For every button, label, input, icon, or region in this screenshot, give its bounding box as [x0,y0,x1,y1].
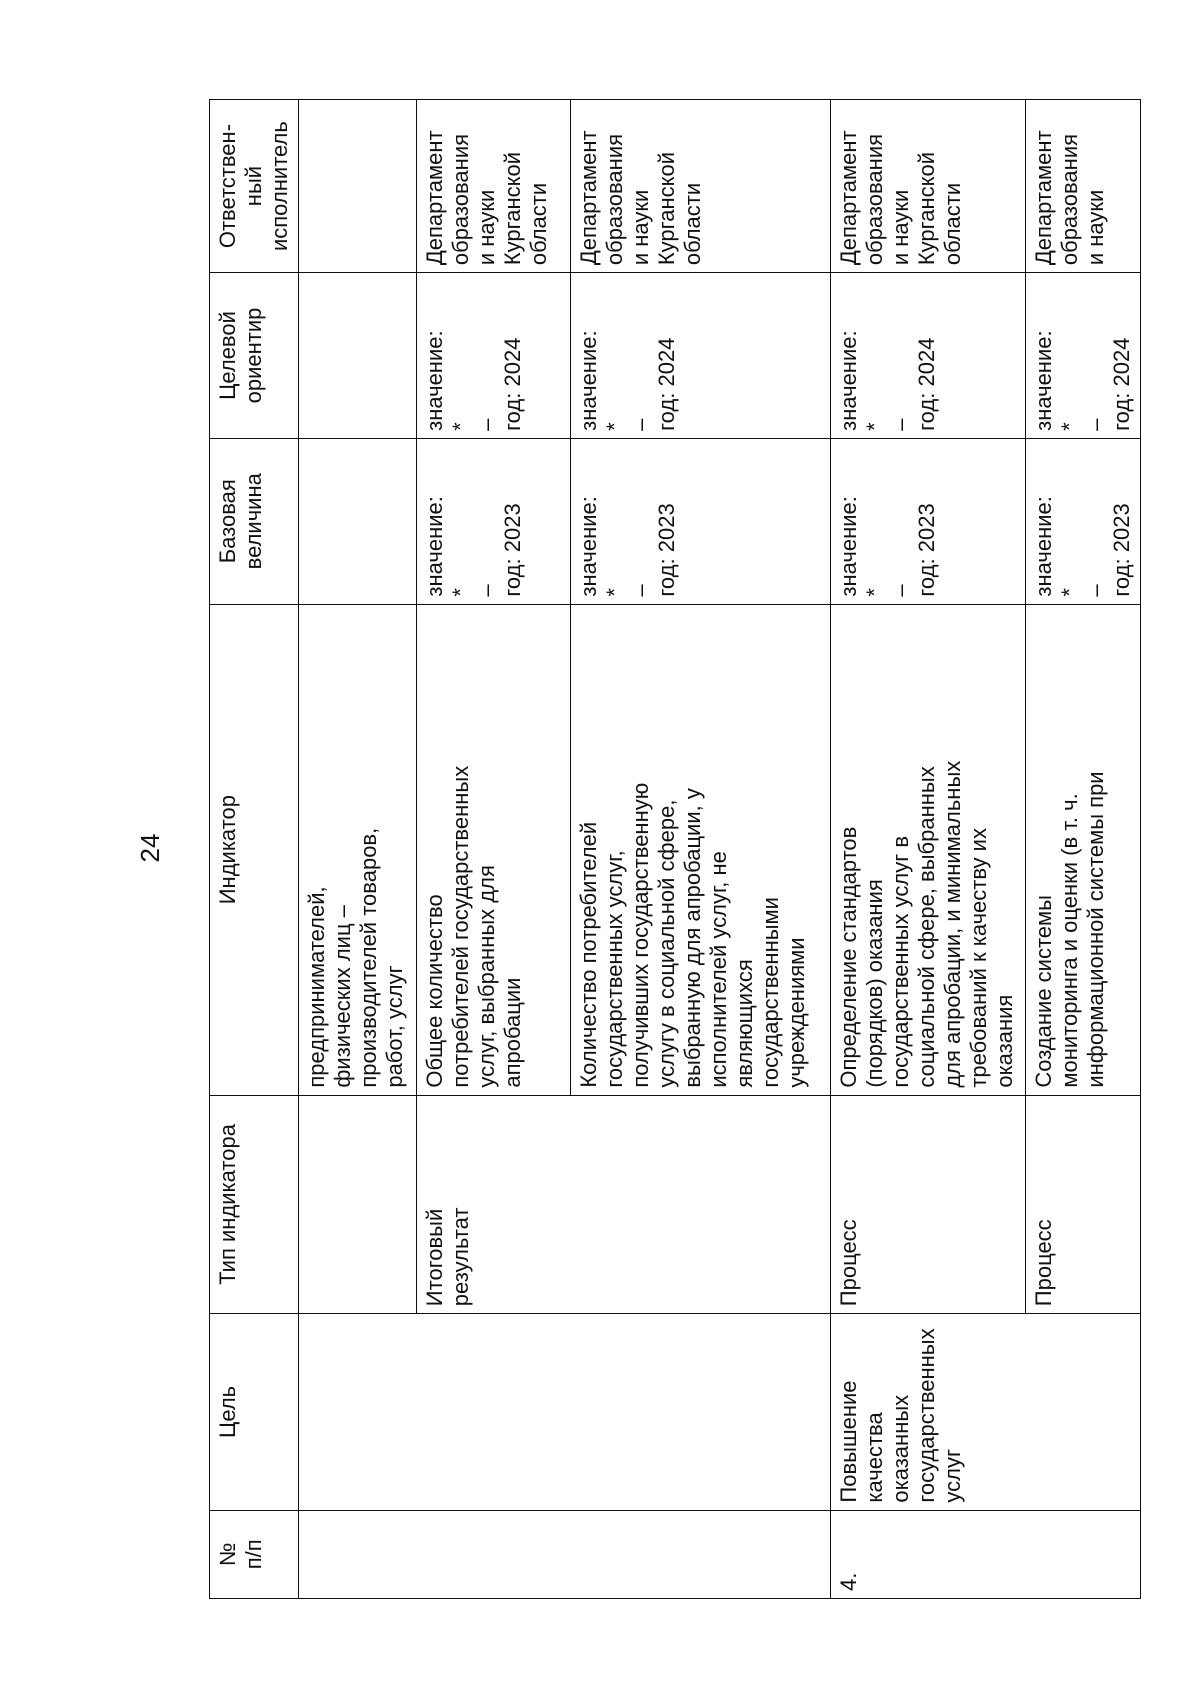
cell-type: Процесс [831,1095,1026,1314]
header-type: Тип индикатора [210,1095,299,1314]
cell-num: 4. [831,1510,1141,1598]
header-num: № п/п [210,1510,299,1598]
cell-indicator: Количество потребителей государственных услуг, получивших государственную услугу в социальной сфере, выбранную для апробации, у исполнителей услуг, не являющихся государственными учреждениями [571,604,831,1095]
cell-base: значение: * – год: 2023 [831,438,1026,604]
cell-responsible [299,100,417,273]
cell-goal: Повышение качества оказанных государственных услуг [831,1314,1141,1510]
header-goal: Цель [210,1314,299,1510]
cell-base [299,438,417,604]
cell-base: значение: * – год: 2023 [417,438,571,604]
cell-type: Процесс [1026,1095,1141,1314]
cell-indicator: Общее количество потребителей государственных услуг, выбранных для апробации [417,604,571,1095]
cell-type [299,1095,417,1314]
cell-target: значение: * – год: 2024 [831,273,1026,439]
cell-responsible: Департамент образования и науки [1026,100,1141,273]
header-base: Базовая величина [210,438,299,604]
cell-target: значение: * – год: 2024 [571,273,831,439]
cell-base: значение: * – год: 2023 [1026,438,1141,604]
cell-target: значение: * – год: 2024 [1026,273,1141,439]
cell-indicator: предпринимателей, физических лиц – производителей товаров, работ, услуг [299,604,417,1095]
header-target: Целевой ориентир [210,273,299,439]
cell-indicator: Создание системы мониторинга и оценки (в т. ч. информационной системы при [1026,604,1141,1095]
table-row [831,100,1026,1599]
header-responsible: Ответствен- ный исполнитель [210,100,299,273]
cell-responsible: Департамент образования и науки Курганской области [571,100,831,273]
cell-type: Итоговый результат [417,1095,831,1314]
cell-num [299,1510,831,1598]
cell-responsible: Департамент образования и науки Курганской области [417,100,571,273]
cell-target [299,273,417,439]
table-row [299,100,417,1599]
cell-indicator: Определение стандартов (порядков) оказания государственных услуг в социальной сфере, выбранных для апробации, и минимальных требований к качеству их оказания [831,604,1026,1095]
table-header-row [210,100,299,1599]
indicators-table-rotated [209,99,1134,1599]
cell-target: значение: * – год: 2024 [417,273,571,439]
cell-goal [299,1314,831,1510]
cell-responsible: Департамент образования и науки Курганской области [831,100,1026,273]
page-number: 24 [135,833,165,863]
header-indicator: Индикатор [210,604,299,1095]
cell-base: значение: * – год: 2023 [571,438,831,604]
indicators-table [209,99,1141,1599]
